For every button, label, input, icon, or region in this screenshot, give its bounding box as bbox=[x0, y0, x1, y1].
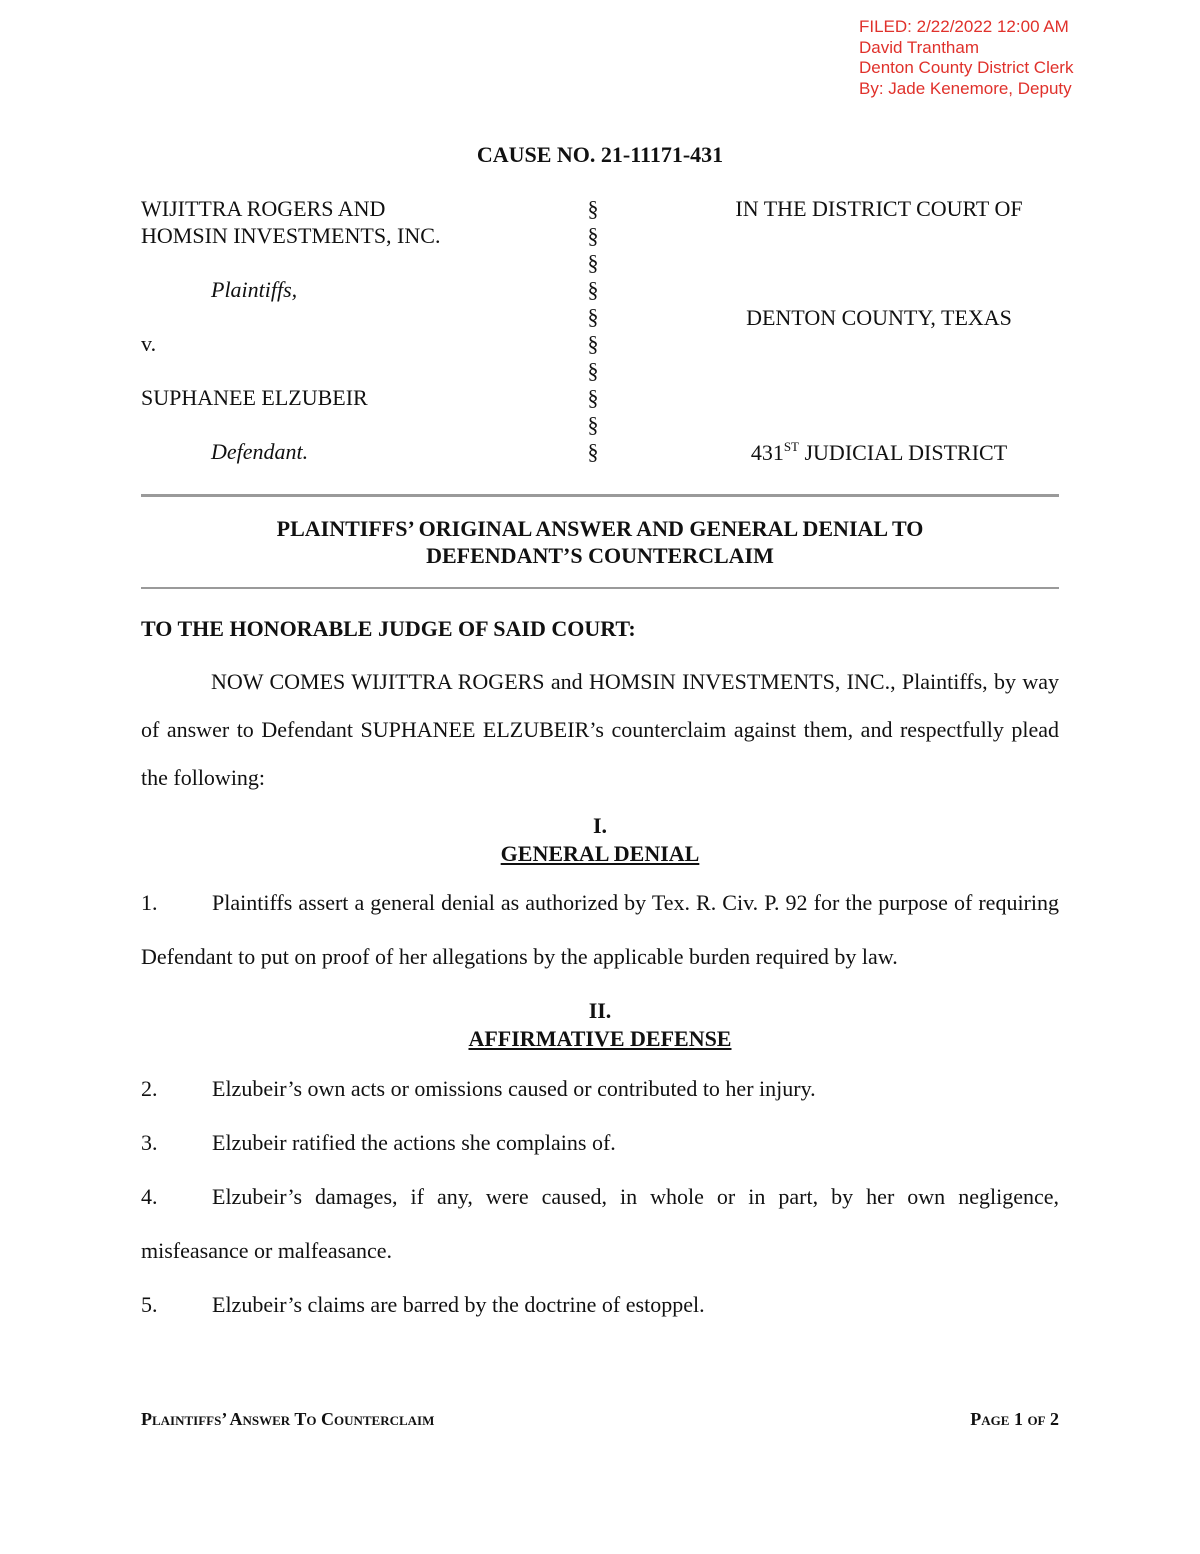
caption-spacer bbox=[141, 411, 440, 438]
defendant-label: Defendant. bbox=[211, 439, 309, 464]
defendant-name: SUPHANEE ELZUBEIR bbox=[141, 385, 368, 410]
district-text: JUDICIAL DISTRICT bbox=[804, 440, 1008, 465]
intro-paragraph: NOW COMES WIJITTRA ROGERS and HOMSIN INVESTMENTS, INC., Plaintiffs, by way of answer to Defendant SUPHANEE ELZUBEIR’s counterclaim against them, and respectfully plead the following: bbox=[141, 669, 1059, 790]
section-symbol: § bbox=[587, 223, 599, 248]
numbered-paragraph bbox=[141, 876, 1059, 984]
section-symbol: § bbox=[587, 358, 599, 383]
filing-stamp-clerk-name: David Trantham bbox=[859, 37, 979, 57]
filing-stamp-date: FILED: 2/22/2022 12:00 AM bbox=[859, 17, 1069, 36]
filing-stamp-clerk-office: Denton County District Clerk bbox=[859, 58, 1074, 77]
section-numeral: II. bbox=[588, 998, 612, 1023]
document-title bbox=[141, 515, 1059, 569]
paragraph-text: Elzubeir’s damages, if any, were caused, in whole or in part, by her own negligence, misfeasance or malfeasance. bbox=[141, 1184, 1059, 1263]
section-heading bbox=[141, 997, 1059, 1053]
paragraph-text: Elzubeir’s own acts or omissions caused or contributed to her injury. bbox=[212, 1076, 816, 1101]
paragraph-number: 5. bbox=[141, 1292, 158, 1317]
paragraph-text: Elzubeir ratified the actions she complains of. bbox=[212, 1130, 616, 1155]
section-symbol: § bbox=[587, 439, 599, 464]
case-caption-parties bbox=[141, 195, 440, 465]
caption-spacer bbox=[141, 357, 440, 384]
divider-bottom bbox=[141, 587, 1059, 589]
district-number: 431 bbox=[750, 440, 784, 465]
section-symbol: § bbox=[587, 196, 599, 221]
paragraph-text: Elzubeir’s claims are barred by the doctrine of estoppel. bbox=[212, 1292, 705, 1317]
plaintiff-name-line1: WIJITTRA ROGERS AND bbox=[141, 196, 386, 221]
paragraph-number: 4. bbox=[141, 1184, 158, 1209]
versus-label: v. bbox=[141, 331, 157, 356]
section-symbol: § bbox=[587, 277, 599, 302]
section-symbol: § bbox=[587, 304, 599, 329]
paragraph-number: 3. bbox=[141, 1130, 158, 1155]
document-title-line1: PLAINTIFFS’ ORIGINAL ANSWER AND GENERAL DENIAL TO bbox=[276, 516, 924, 541]
filing-stamp-deputy: By: Jade Kenemore, Deputy bbox=[859, 78, 1072, 98]
paragraph-number: 2. bbox=[141, 1076, 158, 1101]
numbered-paragraph bbox=[141, 1278, 1059, 1332]
caption-spacer bbox=[141, 249, 440, 276]
section-symbol: § bbox=[587, 412, 599, 437]
section-title: GENERAL DENIAL bbox=[500, 841, 700, 866]
judicial-district bbox=[680, 439, 1078, 466]
section-title: AFFIRMATIVE DEFENSE bbox=[468, 1026, 732, 1051]
filing-stamp bbox=[859, 17, 1073, 99]
court-name: IN THE DISTRICT COURT OF bbox=[735, 196, 1023, 221]
salutation: TO THE HONORABLE JUDGE OF SAID COURT: bbox=[141, 616, 636, 641]
footer-document-name: Plaintiffs’ Answer To Counterclaim bbox=[141, 1409, 435, 1429]
caption-spacer bbox=[141, 303, 440, 330]
district-suffix: ST bbox=[783, 439, 799, 454]
cause-number: CAUSE NO. 21-11171-431 bbox=[476, 142, 724, 167]
court-county: DENTON COUNTY, TEXAS bbox=[746, 305, 1012, 330]
section-symbol: § bbox=[587, 331, 599, 356]
section-heading bbox=[141, 812, 1059, 868]
document-title-line2: DEFENDANT’S COUNTERCLAIM bbox=[426, 543, 774, 568]
section-symbol-column bbox=[578, 195, 608, 465]
section-numeral: I. bbox=[592, 813, 608, 838]
numbered-paragraph bbox=[141, 1116, 1059, 1170]
paragraph-text: Plaintiffs assert a general denial as authorized by Tex. R. Civ. P. 92 for the purpose of requiring Defendant to put on proof of her allegations by the applicable burden required by law. bbox=[141, 890, 1059, 969]
section-symbol: § bbox=[587, 250, 599, 275]
numbered-paragraph bbox=[141, 1062, 1059, 1116]
section-symbol: § bbox=[587, 385, 599, 410]
paragraph-number: 1. bbox=[141, 890, 158, 915]
divider-top bbox=[141, 494, 1059, 497]
plaintiff-name-line2: HOMSIN INVESTMENTS, INC. bbox=[141, 223, 441, 248]
plaintiffs-label: Plaintiffs, bbox=[211, 277, 298, 302]
footer-page-number: Page 1 of 2 bbox=[970, 1409, 1059, 1429]
numbered-paragraph bbox=[141, 1170, 1059, 1278]
